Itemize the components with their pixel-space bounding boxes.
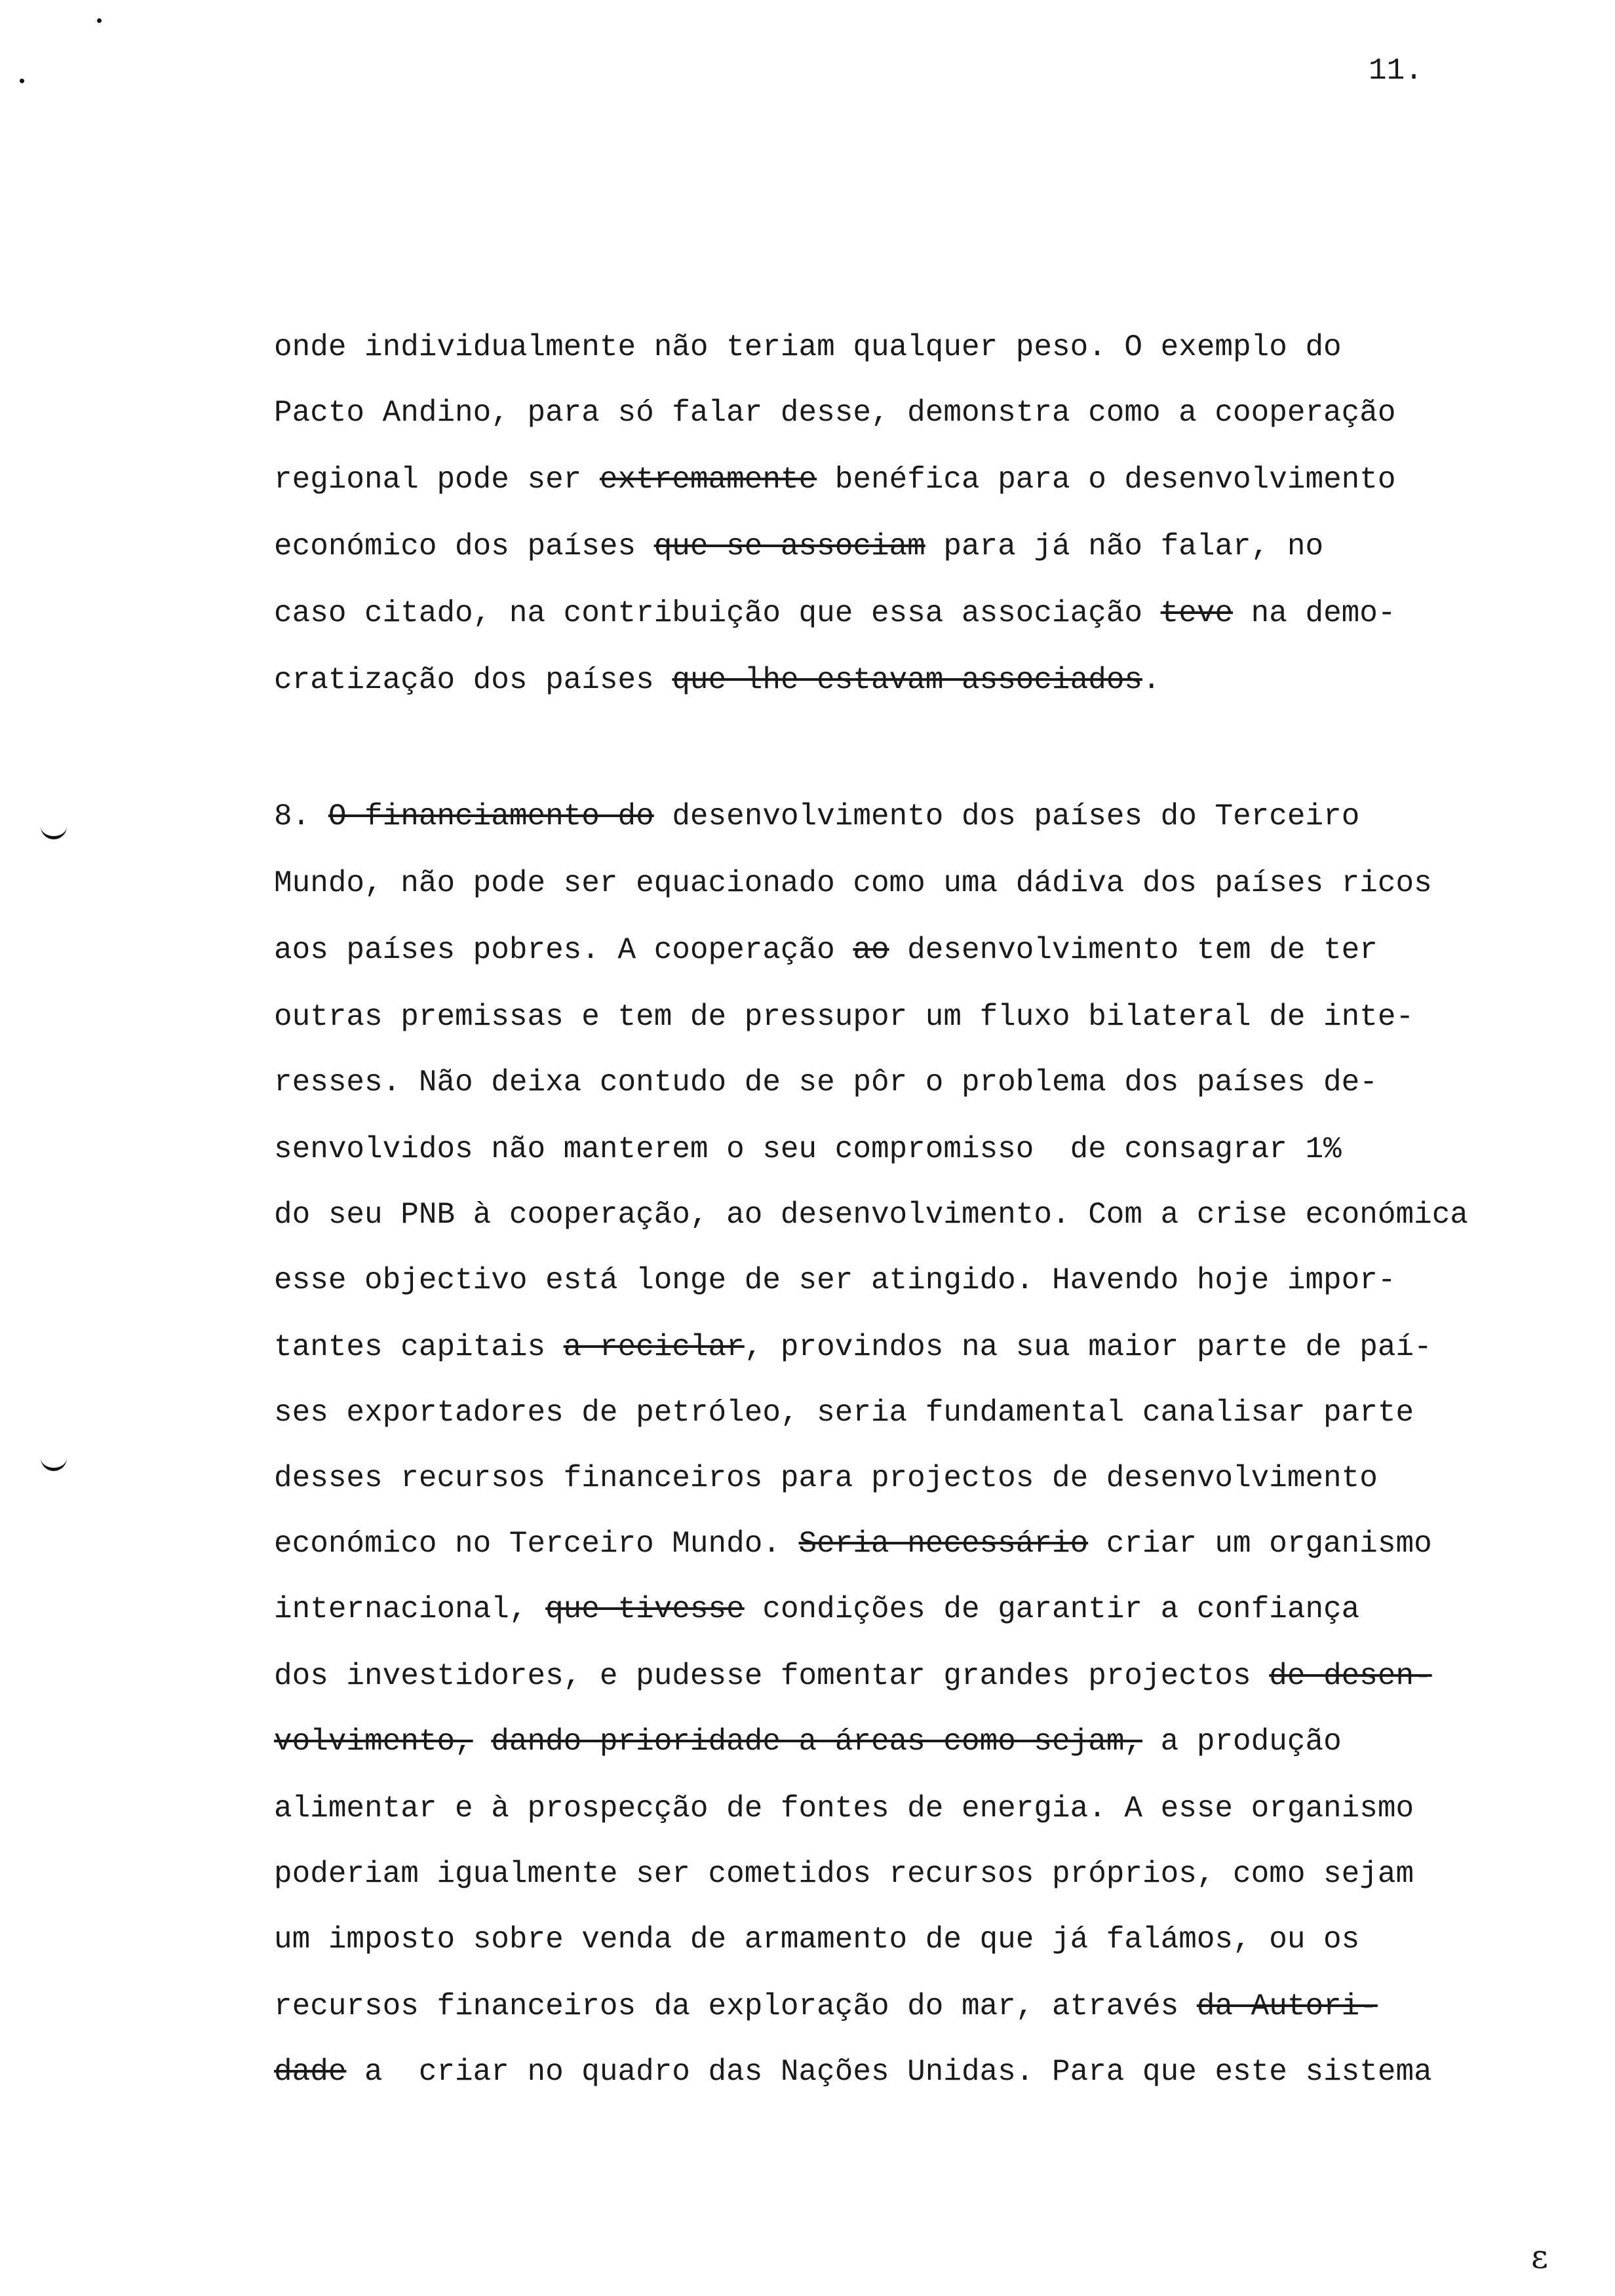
text-segment: ses exportadores de petróleo, seria fundamental canalisar parte [274,1396,1414,1430]
struck-text: que tivesse [545,1592,745,1626]
text-segment: caso citado, na contribuição que essa associação [274,596,1161,630]
text-line [274,1988,1378,2025]
text-segment: alimentar e à prospecção de fontes de energia. A esse organismo [274,1791,1414,1826]
text-segment: outras premissas e tem de pressupor um fluxo bilateral de inte- [274,1000,1414,1034]
text-line [274,1856,1414,1892]
text-segment: dos investidores, e pudesse fomentar grandes projectos [274,1659,1270,1693]
text-segment: desses recursos financeiros para projectos de desenvolvimento [274,1461,1378,1495]
struck-text: teve [1160,596,1234,630]
text-segment: regional pode ser [274,463,600,497]
text-segment: na demo- [1233,596,1396,630]
margin-dot [20,79,24,83]
text-segment: para já não falar, no [925,529,1324,564]
text-segment: condições de garantir a confiança [744,1592,1360,1626]
text-line [274,1196,1468,1233]
text-segment: onde individualmente não teriam qualquer peso. O exemplo do [274,330,1342,364]
text-line [274,1591,1359,1628]
text-line [274,595,1396,632]
text-line [274,1723,1342,1760]
struck-text: da Autori- [1196,1989,1378,2023]
text-line [274,1921,1359,1958]
text-line [274,1394,1414,1431]
text-line [274,1064,1378,1101]
struck-text: O financiamento do [328,799,654,833]
text-line [274,1460,1378,1497]
struck-text: ao [853,933,889,967]
text-segment: económico no Terceiro Mundo. [274,1527,799,1561]
text-line [274,1658,1432,1694]
margin-tick-mark [41,820,67,839]
text-segment: 8. [274,799,328,833]
text-line [274,865,1432,902]
struck-text: de desen- [1269,1659,1432,1693]
text-segment: criar um organismo [1088,1527,1432,1561]
text-line [274,662,1161,698]
text-segment: aos países pobres. A cooperação [274,933,853,967]
text-segment: esse objectivo está longe de ser atingido. Havendo hoje impor- [274,1263,1396,1297]
text-segment: um imposto sobre venda de armamento de que já falámos, ou os [274,1923,1360,1957]
text-line [274,329,1342,366]
page-number: 11. [1369,54,1423,88]
text-segment: poderiam igualmente ser cometidos recursos próprios, como sejam [274,1857,1414,1891]
text-segment: recursos financeiros da exploração do mar, através [274,1989,1197,2023]
struck-text: volvimento, [274,1725,473,1759]
text-line [274,1131,1342,1168]
text-segment: Mundo, não pode ser equacionado como uma dádiva dos países ricos [274,866,1432,900]
text-segment: a criar no quadro das Nações Unidas. Para que este sistema [346,2055,1432,2089]
text-segment: . [1142,663,1161,697]
text-segment: tantes capitais [274,1330,564,1364]
text-line [274,2054,1432,2090]
text-segment: desenvolvimento dos países do Terceiro [653,799,1360,833]
struck-text: dando prioridade a áreas como sejam, [491,1725,1143,1759]
text-segment: resses. Não deixa contudo de se pôr o problema dos países de- [274,1065,1378,1100]
text-segment: do seu PNB à cooperação, ao desenvolvimento. Com a crise económica [274,1198,1468,1232]
struck-text: a reciclar [563,1330,745,1364]
text-line [274,999,1414,1035]
text-line [274,461,1396,498]
struck-text: que lhe estavam associados [672,663,1143,697]
corner-mark: ε [1531,2238,1548,2276]
margin-dot [97,18,102,23]
struck-text: dade [274,2055,347,2089]
text-segment: internacional, [274,1592,546,1626]
text-line [274,798,1359,835]
text-segment: senvolvidos não manterem o seu compromisso de consagrar 1% [274,1132,1342,1166]
text-line [274,932,1378,968]
struck-text: Seria necessário [798,1527,1089,1561]
text-segment [473,1725,492,1759]
text-line [274,1790,1414,1827]
text-segment: benéfica para o desenvolvimento [817,463,1396,497]
text-line [274,528,1323,565]
text-segment: desenvolvimento tem de ter [889,933,1378,967]
struck-text: que se associam [653,529,925,564]
margin-tick-mark [41,1452,67,1471]
text-segment: , provindos na sua maior parte de paí- [744,1330,1432,1364]
text-line [274,1329,1432,1366]
text-line [274,1525,1432,1562]
text-segment: a produção [1142,1725,1342,1759]
text-line [274,394,1395,431]
text-segment: económico dos países [274,529,654,564]
text-line [274,1262,1395,1299]
struck-text: extremamente [599,463,817,497]
text-segment: cratização dos países [274,663,672,697]
text-segment: Pacto Andino, para só falar desse, demonstra como a cooperação [274,396,1396,430]
